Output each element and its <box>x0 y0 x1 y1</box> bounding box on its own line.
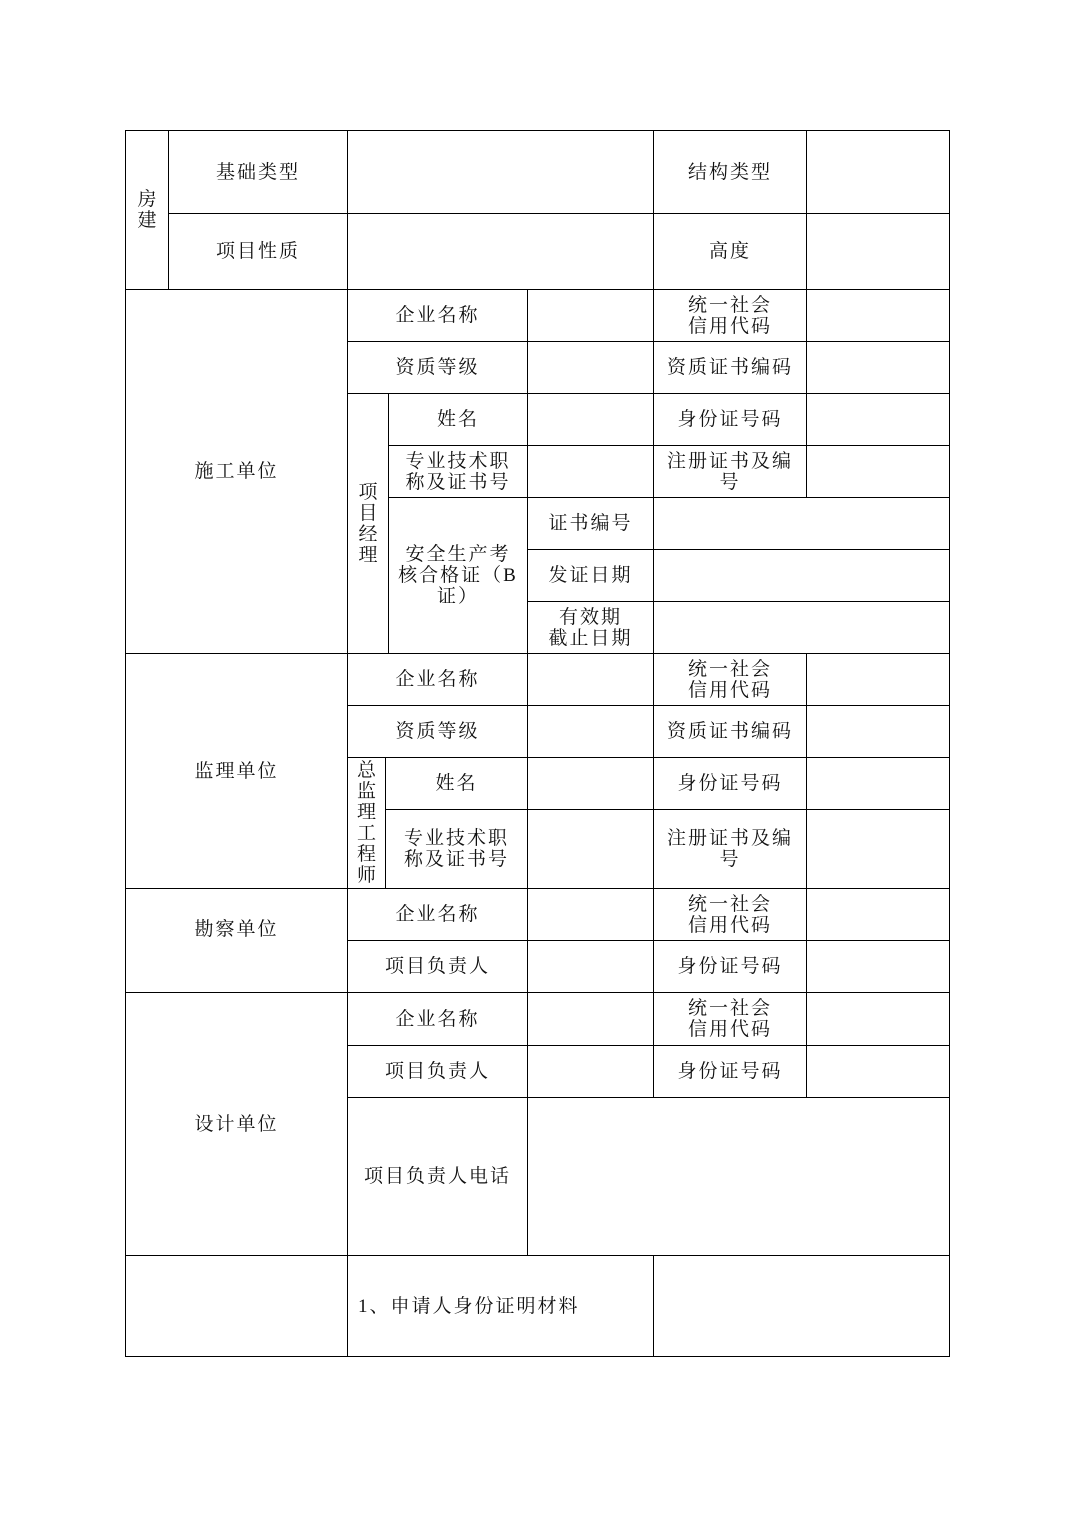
attachment-item-value <box>653 1255 950 1357</box>
height-value <box>806 213 950 290</box>
supervision-credit-code-label: 统一社会 信用代码 <box>653 653 807 706</box>
supervision-company-name-label: 企业名称 <box>347 653 528 706</box>
ce-title-cert-label: 专业技术职 称及证书号 <box>385 809 528 889</box>
project-manager-group-label <box>347 393 389 654</box>
construction-qualification-level-label: 资质等级 <box>347 341 528 394</box>
pm-title-cert-label: 专业技术职 称及证书号 <box>388 445 528 498</box>
supervision-unit-label: 监理单位 <box>125 653 348 889</box>
pm-id-number-value <box>806 393 950 446</box>
survey-id-number-value <box>806 940 950 993</box>
project-manager-group-text: 项目经理 <box>358 481 378 566</box>
construction-unit-label: 施工单位 <box>125 289 348 654</box>
construction-company-name-label: 企业名称 <box>347 289 528 342</box>
safety-cert-expiry-date-label: 有效期 截止日期 <box>527 601 654 654</box>
pm-registration-cert-label: 注册证书及编 号 <box>653 445 807 498</box>
project-nature-value <box>347 213 654 290</box>
design-project-leader-value <box>527 1045 654 1098</box>
construction-credit-code-value <box>806 289 950 342</box>
safety-cert-no-value <box>653 497 950 550</box>
construction-qualification-cert-label: 资质证书编码 <box>653 341 807 394</box>
pm-name-label: 姓名 <box>388 393 528 446</box>
design-id-number-value <box>806 1045 950 1098</box>
supervision-credit-code-value <box>806 653 950 706</box>
chief-engineer-group-label <box>347 757 386 889</box>
design-company-name-value <box>527 992 654 1046</box>
survey-unit-label: 勘察单位 <box>125 888 348 993</box>
ce-id-number-value <box>806 757 950 810</box>
design-company-name-label: 企业名称 <box>347 992 528 1046</box>
design-id-number-label: 身份证号码 <box>653 1045 807 1098</box>
design-leader-phone-value <box>527 1097 950 1256</box>
safety-cert-group-label: 安全生产考 核合格证（B 证） <box>388 497 528 654</box>
pm-registration-cert-value <box>806 445 950 498</box>
housing-section-text: 房建 <box>137 189 157 231</box>
ce-registration-cert-label: 注册证书及编 号 <box>653 809 807 889</box>
survey-credit-code-value <box>806 888 950 941</box>
pm-title-cert-value <box>527 445 654 498</box>
pm-id-number-label: 身份证号码 <box>653 393 807 446</box>
height-label: 高度 <box>653 213 807 290</box>
foundation-type-label: 基础类型 <box>168 130 348 214</box>
supervision-qualification-cert-label: 资质证书编码 <box>653 705 807 758</box>
supervision-qualification-level-value <box>527 705 654 758</box>
project-nature-label: 项目性质 <box>168 213 348 290</box>
survey-company-name-label: 企业名称 <box>347 888 528 941</box>
ce-name-value <box>527 757 654 810</box>
ce-registration-cert-value <box>806 809 950 889</box>
survey-project-leader-label: 项目负责人 <box>347 940 528 993</box>
housing-section-label <box>125 130 169 290</box>
survey-credit-code-label: 统一社会 信用代码 <box>653 888 807 941</box>
design-project-leader-label: 项目负责人 <box>347 1045 528 1098</box>
supervision-company-name-value <box>527 653 654 706</box>
design-credit-code-value <box>806 992 950 1046</box>
design-leader-phone-label: 项目负责人电话 <box>347 1097 528 1256</box>
ce-name-label: 姓名 <box>385 757 528 810</box>
construction-qualification-cert-value <box>806 341 950 394</box>
survey-id-number-label: 身份证号码 <box>653 940 807 993</box>
supervision-qualification-cert-value <box>806 705 950 758</box>
ce-id-number-label: 身份证号码 <box>653 757 807 810</box>
safety-cert-issue-date-value <box>653 549 950 602</box>
attachments-header-cell <box>125 1255 348 1357</box>
foundation-type-value <box>347 130 654 214</box>
survey-company-name-value <box>527 888 654 941</box>
safety-cert-no-label: 证书编号 <box>527 497 654 550</box>
design-unit-label: 设计单位 <box>125 992 348 1256</box>
ce-title-cert-value <box>527 809 654 889</box>
construction-qualification-level-value <box>527 341 654 394</box>
supervision-qualification-level-label: 资质等级 <box>347 705 528 758</box>
safety-cert-expiry-date-value <box>653 601 950 654</box>
construction-credit-code-label: 统一社会 信用代码 <box>653 289 807 342</box>
safety-cert-issue-date-label: 发证日期 <box>527 549 654 602</box>
construction-company-name-value <box>527 289 654 342</box>
design-credit-code-label: 统一社会 信用代码 <box>653 992 807 1046</box>
chief-engineer-group-text: 总监理工程师 <box>356 760 376 886</box>
structure-type-label: 结构类型 <box>653 130 807 214</box>
attachment-item: 1、申请人身份证明材料 <box>347 1255 654 1357</box>
survey-project-leader-value <box>527 940 654 993</box>
pm-name-value <box>527 393 654 446</box>
structure-type-value <box>806 130 950 214</box>
